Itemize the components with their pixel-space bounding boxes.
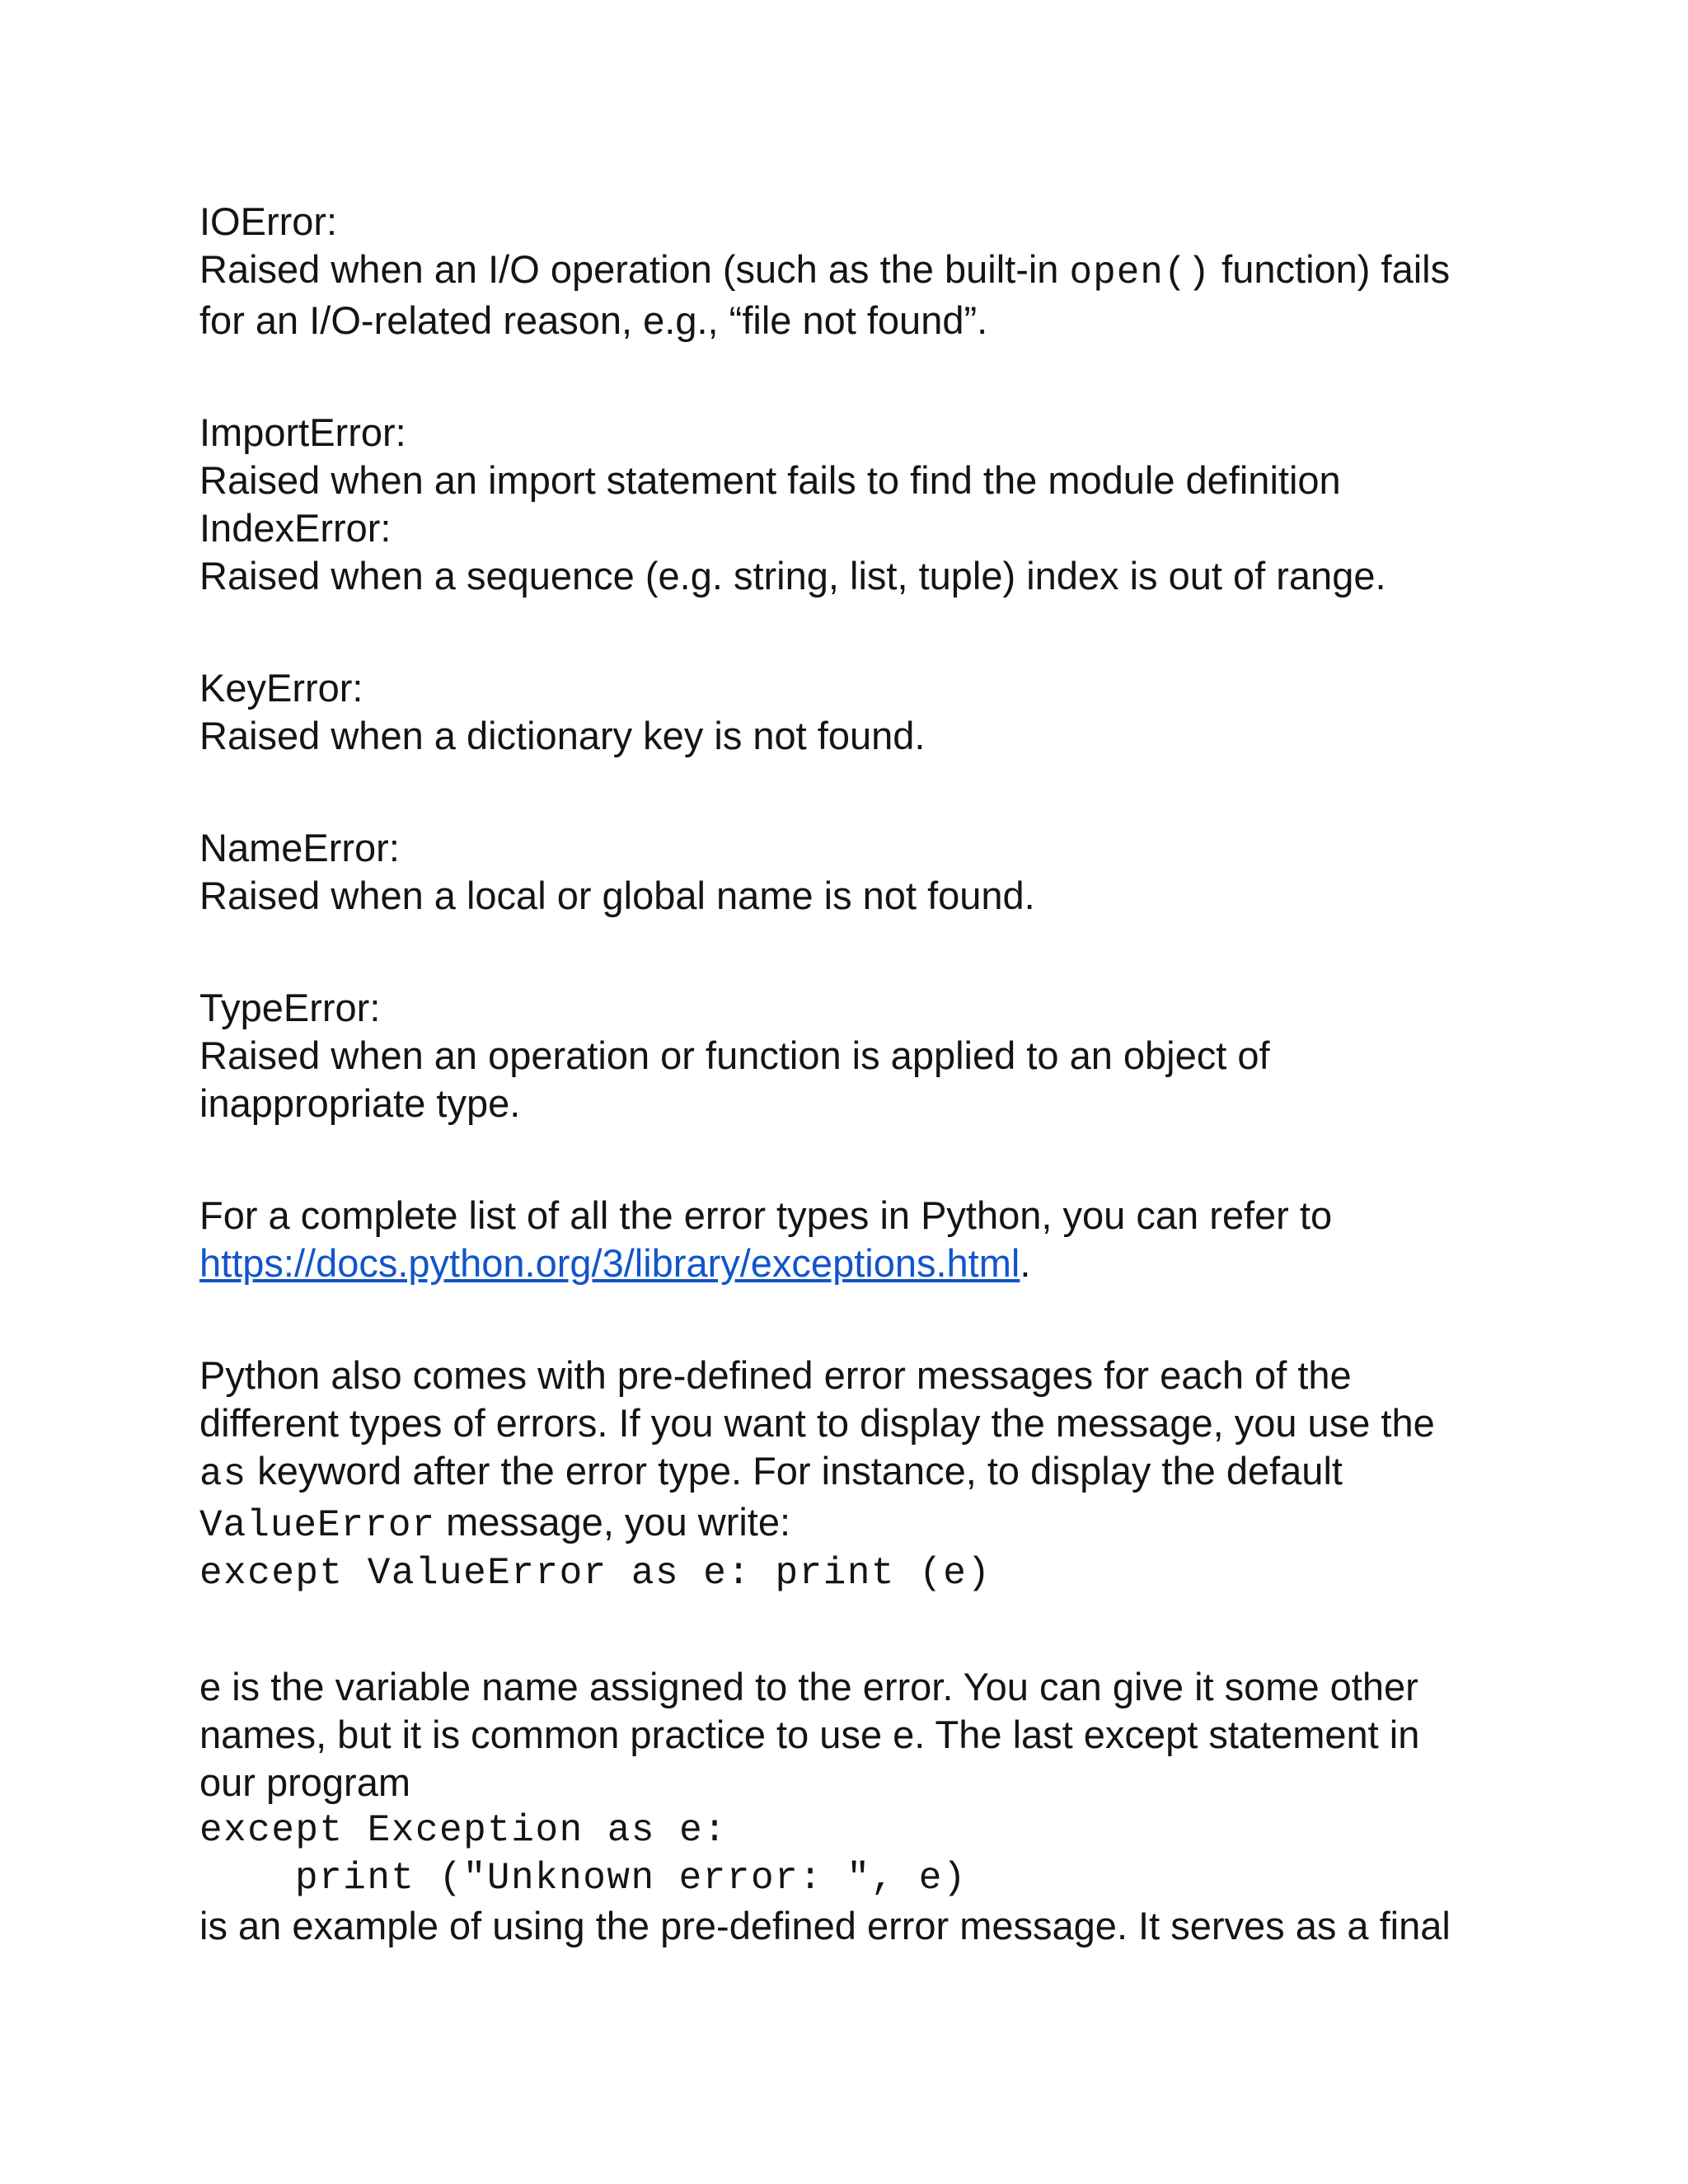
document-body xyxy=(199,198,1510,1950)
code-except-exception: except Exception as e: xyxy=(199,1809,728,1852)
predefined-line3 xyxy=(199,1447,1510,1498)
term-ioerror: IOError: xyxy=(199,199,338,243)
paragraph-gap xyxy=(199,344,1510,409)
inline-code-valueerror: ValueError xyxy=(199,1504,436,1547)
variable-line4: is an example of using the pre-defined error message. It serves as a final xyxy=(199,1904,1451,1947)
term-indexerror: IndexError: xyxy=(199,506,392,550)
predefined-line4 xyxy=(199,1498,1510,1549)
code-example-valueerror: except ValueError as e: print (e) xyxy=(199,1552,992,1595)
desc-ioerror-text-b: function) fails xyxy=(1211,247,1451,291)
inline-code-open: open() xyxy=(1069,251,1212,294)
desc-typeerror-line1: Raised when an operation or function is applied to an object of xyxy=(199,1033,1270,1077)
term-typeerror: TypeError: xyxy=(199,986,381,1029)
predefined-line4-text: message, you write: xyxy=(435,1500,791,1544)
desc-ioerror-text-a: Raised when an I/O operation (such as the built-in xyxy=(199,247,1070,291)
inline-code-as: as xyxy=(199,1453,247,1496)
predefined-line2: different types of errors. If you want to display the message, you use the xyxy=(199,1401,1435,1445)
variable-line3: our program xyxy=(199,1760,410,1804)
paragraph-gap xyxy=(199,760,1510,824)
term-importerror: ImportError: xyxy=(199,410,406,454)
desc-importerror: Raised when an import statement fails to find the module definition xyxy=(199,458,1341,502)
reference-line1: For a complete list of all the error types in Python, you can refer to xyxy=(199,1193,1333,1237)
desc-nameerror: Raised when a local or global name is not found. xyxy=(199,874,1035,917)
desc-ioerror-line2: for an I/O-related reason, e.g., “file not found”. xyxy=(199,298,988,342)
desc-ioerror-line1 xyxy=(199,246,1510,297)
desc-keyerror: Raised when a dictionary key is not found. xyxy=(199,714,926,757)
code-print-unknown-error: print ("Unknown error: ", e) xyxy=(295,1857,967,1900)
paragraph-gap xyxy=(199,600,1510,664)
paragraph-gap xyxy=(199,1597,1510,1663)
term-nameerror: NameError: xyxy=(199,826,400,869)
variable-line2: names, but it is common practice to use e. The last except statement in xyxy=(199,1713,1420,1756)
desc-indexerror: Raised when a sequence (e.g. string, list, tuple) index is out of range. xyxy=(199,554,1386,598)
predefined-line3-text: keyword after the error type. For instance, to display the default xyxy=(246,1449,1343,1493)
reference-line2 xyxy=(199,1240,1510,1287)
python-docs-link[interactable]: https://docs.python.org/3/library/exceptions.html xyxy=(199,1241,1020,1285)
desc-typeerror-line2: inappropriate type. xyxy=(199,1081,521,1125)
paragraph-gap xyxy=(199,1127,1510,1192)
term-keyerror: KeyError: xyxy=(199,666,363,710)
variable-line1: e is the variable name assigned to the error. You can give it some other xyxy=(199,1665,1418,1708)
paragraph-gap xyxy=(199,1287,1510,1352)
reference-period: . xyxy=(1020,1241,1031,1285)
paragraph-gap xyxy=(199,920,1510,984)
predefined-line1: Python also comes with pre-defined error messages for each of the xyxy=(199,1353,1352,1397)
